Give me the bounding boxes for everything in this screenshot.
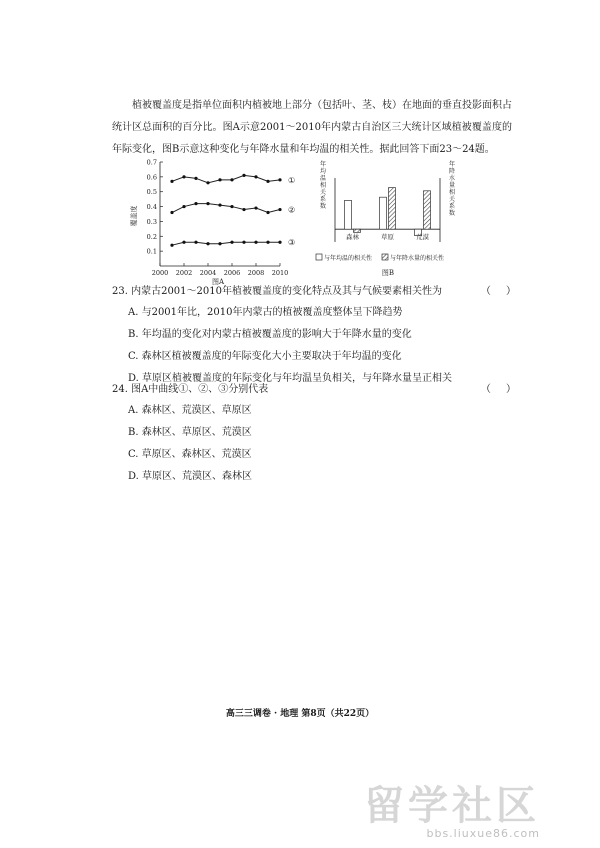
figure-a-ytick-label: 0.1 <box>146 247 157 256</box>
figure-a-point <box>218 242 221 245</box>
figure-b-legend <box>316 254 444 262</box>
figure-a-point <box>230 205 233 208</box>
page-footer: 高三三调卷 · 地理 第8页（共22页） <box>225 709 375 719</box>
figure-a-point <box>230 178 233 181</box>
intro-paragraph <box>112 95 512 161</box>
figure-a-point <box>194 202 197 205</box>
figure-a-series-line <box>172 204 280 213</box>
figure-a-xtick-label: 2010 <box>271 269 289 277</box>
q24-stem: 24. 图A中曲线①、②、③分别代表 <box>112 384 269 395</box>
figure-a-xtick-label: 2002 <box>175 269 193 277</box>
q24-option-a: A. 森林区、荒漠区、草原区 <box>128 405 252 416</box>
figure-a-point <box>254 206 257 209</box>
figure-a-series-line <box>172 242 280 245</box>
figure-a-point <box>206 181 209 184</box>
figure-a-point <box>242 208 245 211</box>
question-24 <box>112 380 522 488</box>
figure-b-bar-precip <box>389 188 396 230</box>
figures-svg <box>130 158 470 286</box>
q24-option-b: B. 森林区、草原区、荒漠区 <box>128 427 252 438</box>
figure-b-right-axis-label <box>449 160 455 217</box>
figure-a-point <box>278 178 281 181</box>
figure-b-right-axis-text: 年降水量相关系数 <box>448 161 456 217</box>
figure-b-caption: 图B <box>381 269 395 277</box>
figure-a-point <box>266 241 269 244</box>
legend-precip-label: 与年降水量的相关性 <box>390 255 445 262</box>
figure-a-point <box>242 174 245 177</box>
figure-a-ytick-label: 0.3 <box>146 217 157 226</box>
figure-a-series <box>170 174 295 247</box>
question-23 <box>112 282 522 390</box>
q24-option-c: C. 草原区、森林区、荒漠区 <box>128 449 252 460</box>
q23-option-c: C. 森林区植被覆盖度的年际变化大小主要取决于年均温的变化 <box>128 351 402 362</box>
figure-a-series-line <box>172 175 280 182</box>
watermark-logo-text: 留学社区 <box>364 783 540 829</box>
figure-a-ytick-label: 0.2 <box>146 232 157 241</box>
q23-stem: 23. 内蒙古2001～2010年植被覆盖度的变化特点及其与气候要素相关性为 <box>112 286 442 297</box>
figure-a-curve-label: ③ <box>288 238 296 248</box>
figure-a-xtick-label: 2004 <box>199 269 217 277</box>
figure-a-ytick-label: 0.4 <box>146 203 157 212</box>
figure-b-bars <box>345 188 431 242</box>
q24-option-d: D. 草原区、荒漠区、森林区 <box>128 471 253 482</box>
figure-a-curve-label: ② <box>288 205 296 215</box>
figure-b <box>316 160 455 277</box>
legend-temp-label: 与年均温的相关性 <box>324 255 373 262</box>
figure-a-xtick-label: 2006 <box>223 269 241 277</box>
figures-block <box>130 158 470 290</box>
legend-precip-swatch <box>382 254 388 260</box>
figure-a-curve-label: ① <box>288 175 296 185</box>
figure-b-category-label: 森林 <box>346 233 359 242</box>
q23-option-a: A. 与2001年比，2010年内蒙古的植被覆盖度整体呈下降趋势 <box>128 307 403 318</box>
figure-b-category-label: 荒漠 <box>416 233 429 242</box>
figure-b-bar-temp <box>380 197 387 229</box>
watermark <box>364 785 540 840</box>
legend-temp-swatch <box>316 254 322 260</box>
figure-a-point <box>254 241 257 244</box>
figure-a-point <box>278 241 281 244</box>
figure-a <box>130 159 295 287</box>
q23-answer-bracket[interactable]: （ ） <box>480 286 522 297</box>
figure-a-axes <box>147 159 289 278</box>
figure-a-xtick-label: 2008 <box>247 269 265 277</box>
figure-a-ytick-label: 0.7 <box>146 158 157 167</box>
figure-a-point <box>170 244 173 247</box>
figure-a-caption: 图A <box>211 278 225 286</box>
figure-a-point <box>278 208 281 211</box>
figure-b-bar-precip <box>424 191 431 229</box>
figure-b-left-axis-label <box>320 160 326 210</box>
figure-a-point <box>182 175 185 178</box>
figure-a-ytick-label: 0.6 <box>146 173 157 182</box>
figure-a-point <box>170 211 173 214</box>
figure-a-point <box>206 242 209 245</box>
figure-a-point <box>182 241 185 244</box>
figure-a-point <box>242 241 245 244</box>
figure-a-point <box>218 203 221 206</box>
figure-a-point <box>182 205 185 208</box>
intro-text: 植被覆盖度是指单位面积内植被地上部分（包括叶、茎、枝）在地面的垂直投影面积占统计区总面积的百分比。图A示意2001～2010年内蒙古自治区三大统计区域植被覆盖度的年际变化，图B示意这种变化与年降水量和年均温的相关性。据此回答下面23～24题。 <box>112 100 512 155</box>
q24-answer-bracket[interactable]: （ ） <box>480 384 522 395</box>
figure-a-ytick-label: 0.5 <box>146 188 157 197</box>
figure-b-left-axis-text: 年均温相关系数 <box>319 161 327 210</box>
figure-a-point <box>266 211 269 214</box>
watermark-url: bbs.liuxue86.com <box>426 827 540 840</box>
figure-a-point <box>194 241 197 244</box>
figure-a-point <box>230 241 233 244</box>
figure-a-point <box>170 180 173 183</box>
figure-a-xtick-label: 2000 <box>151 269 169 277</box>
figure-a-point <box>218 178 221 181</box>
figure-a-ylabel: 覆盖度 <box>130 205 138 227</box>
figure-a-point <box>266 180 269 183</box>
figure-b-category-label: 草原 <box>381 233 394 242</box>
q23-option-d: D. 草原区植被覆盖度的年际变化与年均温呈负相关，与年降水量呈正相关 <box>128 373 453 384</box>
figure-a-point <box>206 202 209 205</box>
figure-b-bar-precip <box>354 229 361 232</box>
figure-a-point <box>194 177 197 180</box>
figure-a-point <box>254 175 257 178</box>
figure-b-bar-temp <box>345 200 352 229</box>
q23-option-b: B. 年均温的变化对内蒙古植被覆盖度的影响大于年降水量的变化 <box>128 329 412 340</box>
